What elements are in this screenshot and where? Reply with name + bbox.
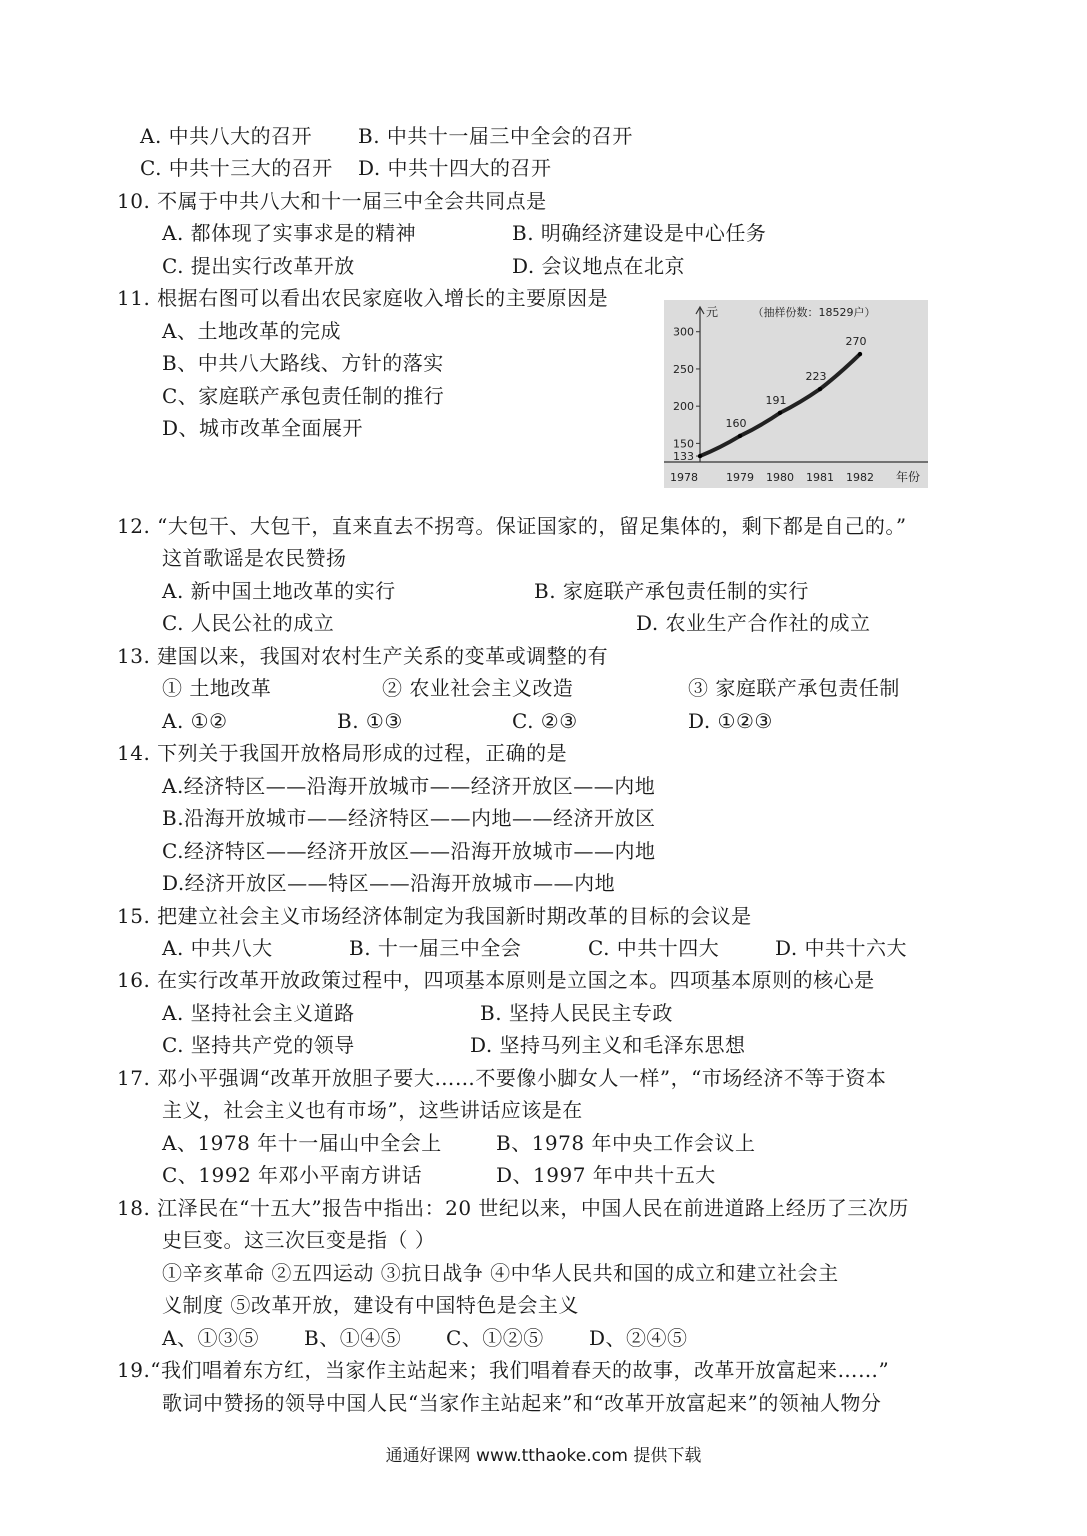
q11-option-b: B、中共八大路线、方针的落实 (162, 351, 444, 375)
q12-option-c: C. 人民公社的成立 (162, 611, 335, 635)
q18-stem-line-1: 18. 江泽民在“十五大”报告中指出：20 世纪以来，中国人民在前进道路上经历了三次历 (117, 1196, 909, 1220)
q11-stem: 11. 根据右图可以看出农民家庭收入增长的主要原因是 (117, 286, 609, 310)
q19-stem-line-2: 歌词中赞扬的领导中国人民“当家作主站起来”和“改革开放富起来”的领袖人物分 (162, 1391, 882, 1415)
q12-stem-line-2: 这首歌谣是农民赞扬 (162, 546, 347, 570)
q17-stem-line-1: 17. 邓小平强调“改革开放胆子要大……不要像小脚女人一样”，“市场经济不等于资本 (117, 1066, 887, 1090)
q10-option-a: A. 都体现了实事求是的精神 (162, 221, 417, 245)
data-point (858, 352, 862, 356)
q18-items-line-2: 义制度 ⑤改革开放，建设有中国特色是会主义 (162, 1293, 579, 1317)
income-line-chart (664, 300, 928, 488)
q16-option-a: A. 坚持社会主义道路 (162, 1001, 355, 1025)
q15-option-b: B. 十一届三中全会 (349, 936, 522, 960)
q9-option-a: A. 中共八大的召开 (140, 124, 313, 148)
q15-stem: 15. 把建立社会主义市场经济体制定为我国新时期改革的目标的会议是 (117, 904, 752, 928)
q17-option-d: D、1997 年中共十五大 (496, 1163, 716, 1187)
q15-option-c: C. 中共十四大 (588, 936, 720, 960)
q16-option-d: D. 坚持马列主义和毛泽东思想 (470, 1033, 746, 1057)
q10-option-b: B. 明确经济建设是中心任务 (512, 221, 767, 245)
q13-item-3: ③ 家庭联产承包责任制 (688, 676, 900, 700)
q9-option-c: C. 中共十三大的召开 (140, 156, 333, 180)
q14-option-a: A.经济特区——沿海开放城市——经济开放区——内地 (162, 774, 656, 798)
q16-stem: 16. 在实行改革开放政策过程中，四项基本原则是立国之本。四项基本原则的核心是 (117, 968, 875, 992)
q13-item-2: ② 农业社会主义改造 (382, 676, 574, 700)
q13-option-b: B. ①③ (337, 709, 403, 733)
q10-option-c: C. 提出实行改革开放 (162, 254, 355, 278)
chart-y-axis-label: 元 (706, 305, 719, 319)
q13-option-c: C. ②③ (512, 709, 578, 733)
q10-stem: 10. 不属于中共八大和十一届三中全会共同点是 (117, 189, 547, 213)
q11-option-c: C、家庭联产承包责任制的推行 (162, 384, 445, 408)
data-point (698, 454, 702, 458)
q13-option-a: A. ①② (162, 709, 228, 733)
q9-option-d: D. 中共十四大的召开 (358, 156, 552, 180)
q12-stem-line-1: 12. “大包干、大包干，直来直去不拐弯。保证国家的，留足集体的，剩下都是自己的。” (117, 514, 907, 538)
data-label: 160 (725, 416, 747, 430)
q14-stem: 14. 下列关于我国开放格局形成的过程，正确的是 (117, 741, 568, 765)
q10-option-d: D. 会议地点在北京 (512, 254, 686, 278)
q17-option-c: C、1992 年邓小平南方讲话 (162, 1163, 423, 1187)
q9-option-b: B. 中共十一届三中全会的召开 (358, 124, 633, 148)
y-tick-label: 300 (673, 325, 694, 339)
x-tick-label: 1980 (766, 471, 794, 484)
y-tick-label: 133 (673, 450, 694, 464)
q12-option-a: A. 新中国土地改革的实行 (162, 579, 396, 603)
y-tick-label: 200 (673, 400, 694, 414)
data-point (778, 411, 782, 415)
q19-stem-line-1: 19.“我们唱着东方红，当家作主站起来；我们唱着春天的故事，改革开放富起来……” (117, 1358, 890, 1382)
q18-items-line-1: ①辛亥革命 ②五四运动 ③抗日战争 ④中华人民共和国的成立和建立社会主 (162, 1261, 839, 1285)
data-label: 191 (765, 393, 787, 407)
chart-title: （抽样份数：18529户） (752, 306, 876, 319)
data-label: 223 (805, 370, 827, 384)
y-tick-label: 250 (673, 362, 694, 376)
q12-option-d: D. 农业生产合作社的成立 (636, 611, 871, 635)
chart-x-axis-label: 年份 (896, 470, 921, 484)
q16-option-c: C. 坚持共产党的领导 (162, 1033, 355, 1057)
q12-option-b: B. 家庭联产承包责任制的实行 (534, 579, 809, 603)
q17-option-a: A、1978 年十一届山中全会上 (162, 1131, 442, 1155)
x-tick-label: 1981 (806, 471, 834, 484)
page-footer: 通通好课网 www.tthaoke.com 提供下载 (385, 1446, 702, 1466)
q11-option-a: A、土地改革的完成 (162, 319, 341, 343)
data-point (818, 387, 822, 391)
q18-stem-line-2: 史巨变。这三次巨变是指（ ） (162, 1228, 436, 1252)
q13-option-d: D. ①②③ (688, 709, 773, 733)
q17-option-b: B、1978 年中央工作会议上 (496, 1131, 756, 1155)
data-point (738, 434, 742, 438)
q14-option-d: D.经济开放区——特区——沿海开放城市——内地 (162, 871, 616, 895)
q17-stem-line-2: 主义，社会主义也有市场”，这些讲话应该是在 (162, 1098, 583, 1122)
q18-option-b: B、①④⑤ (304, 1326, 402, 1350)
data-label: 270 (845, 335, 867, 349)
q14-option-b: B.沿海开放城市——经济特区——内地——经济开放区 (162, 806, 656, 830)
q16-option-b: B. 坚持人民民主专政 (480, 1001, 673, 1025)
chart-background (664, 300, 928, 488)
q18-option-a: A、①③⑤ (162, 1326, 259, 1350)
q14-option-c: C.经济特区——经济开放区——沿海开放城市——内地 (162, 839, 656, 863)
q11-option-d: D、城市改革全面展开 (162, 416, 364, 440)
q13-stem: 13. 建国以来，我国对农村生产关系的变革或调整的有 (117, 644, 609, 668)
q18-option-d: D、②④⑤ (589, 1326, 688, 1350)
x-tick-label: 1982 (846, 471, 874, 484)
x-tick-label: 1978 (670, 471, 698, 484)
y-tick-label: 150 (673, 437, 694, 451)
x-tick-label: 1979 (726, 471, 754, 484)
q13-item-1: ① 土地改革 (162, 676, 272, 700)
q18-option-c: C、①②⑤ (446, 1326, 544, 1350)
q15-option-a: A. 中共八大 (162, 936, 273, 960)
q15-option-d: D. 中共十六大 (775, 936, 908, 960)
